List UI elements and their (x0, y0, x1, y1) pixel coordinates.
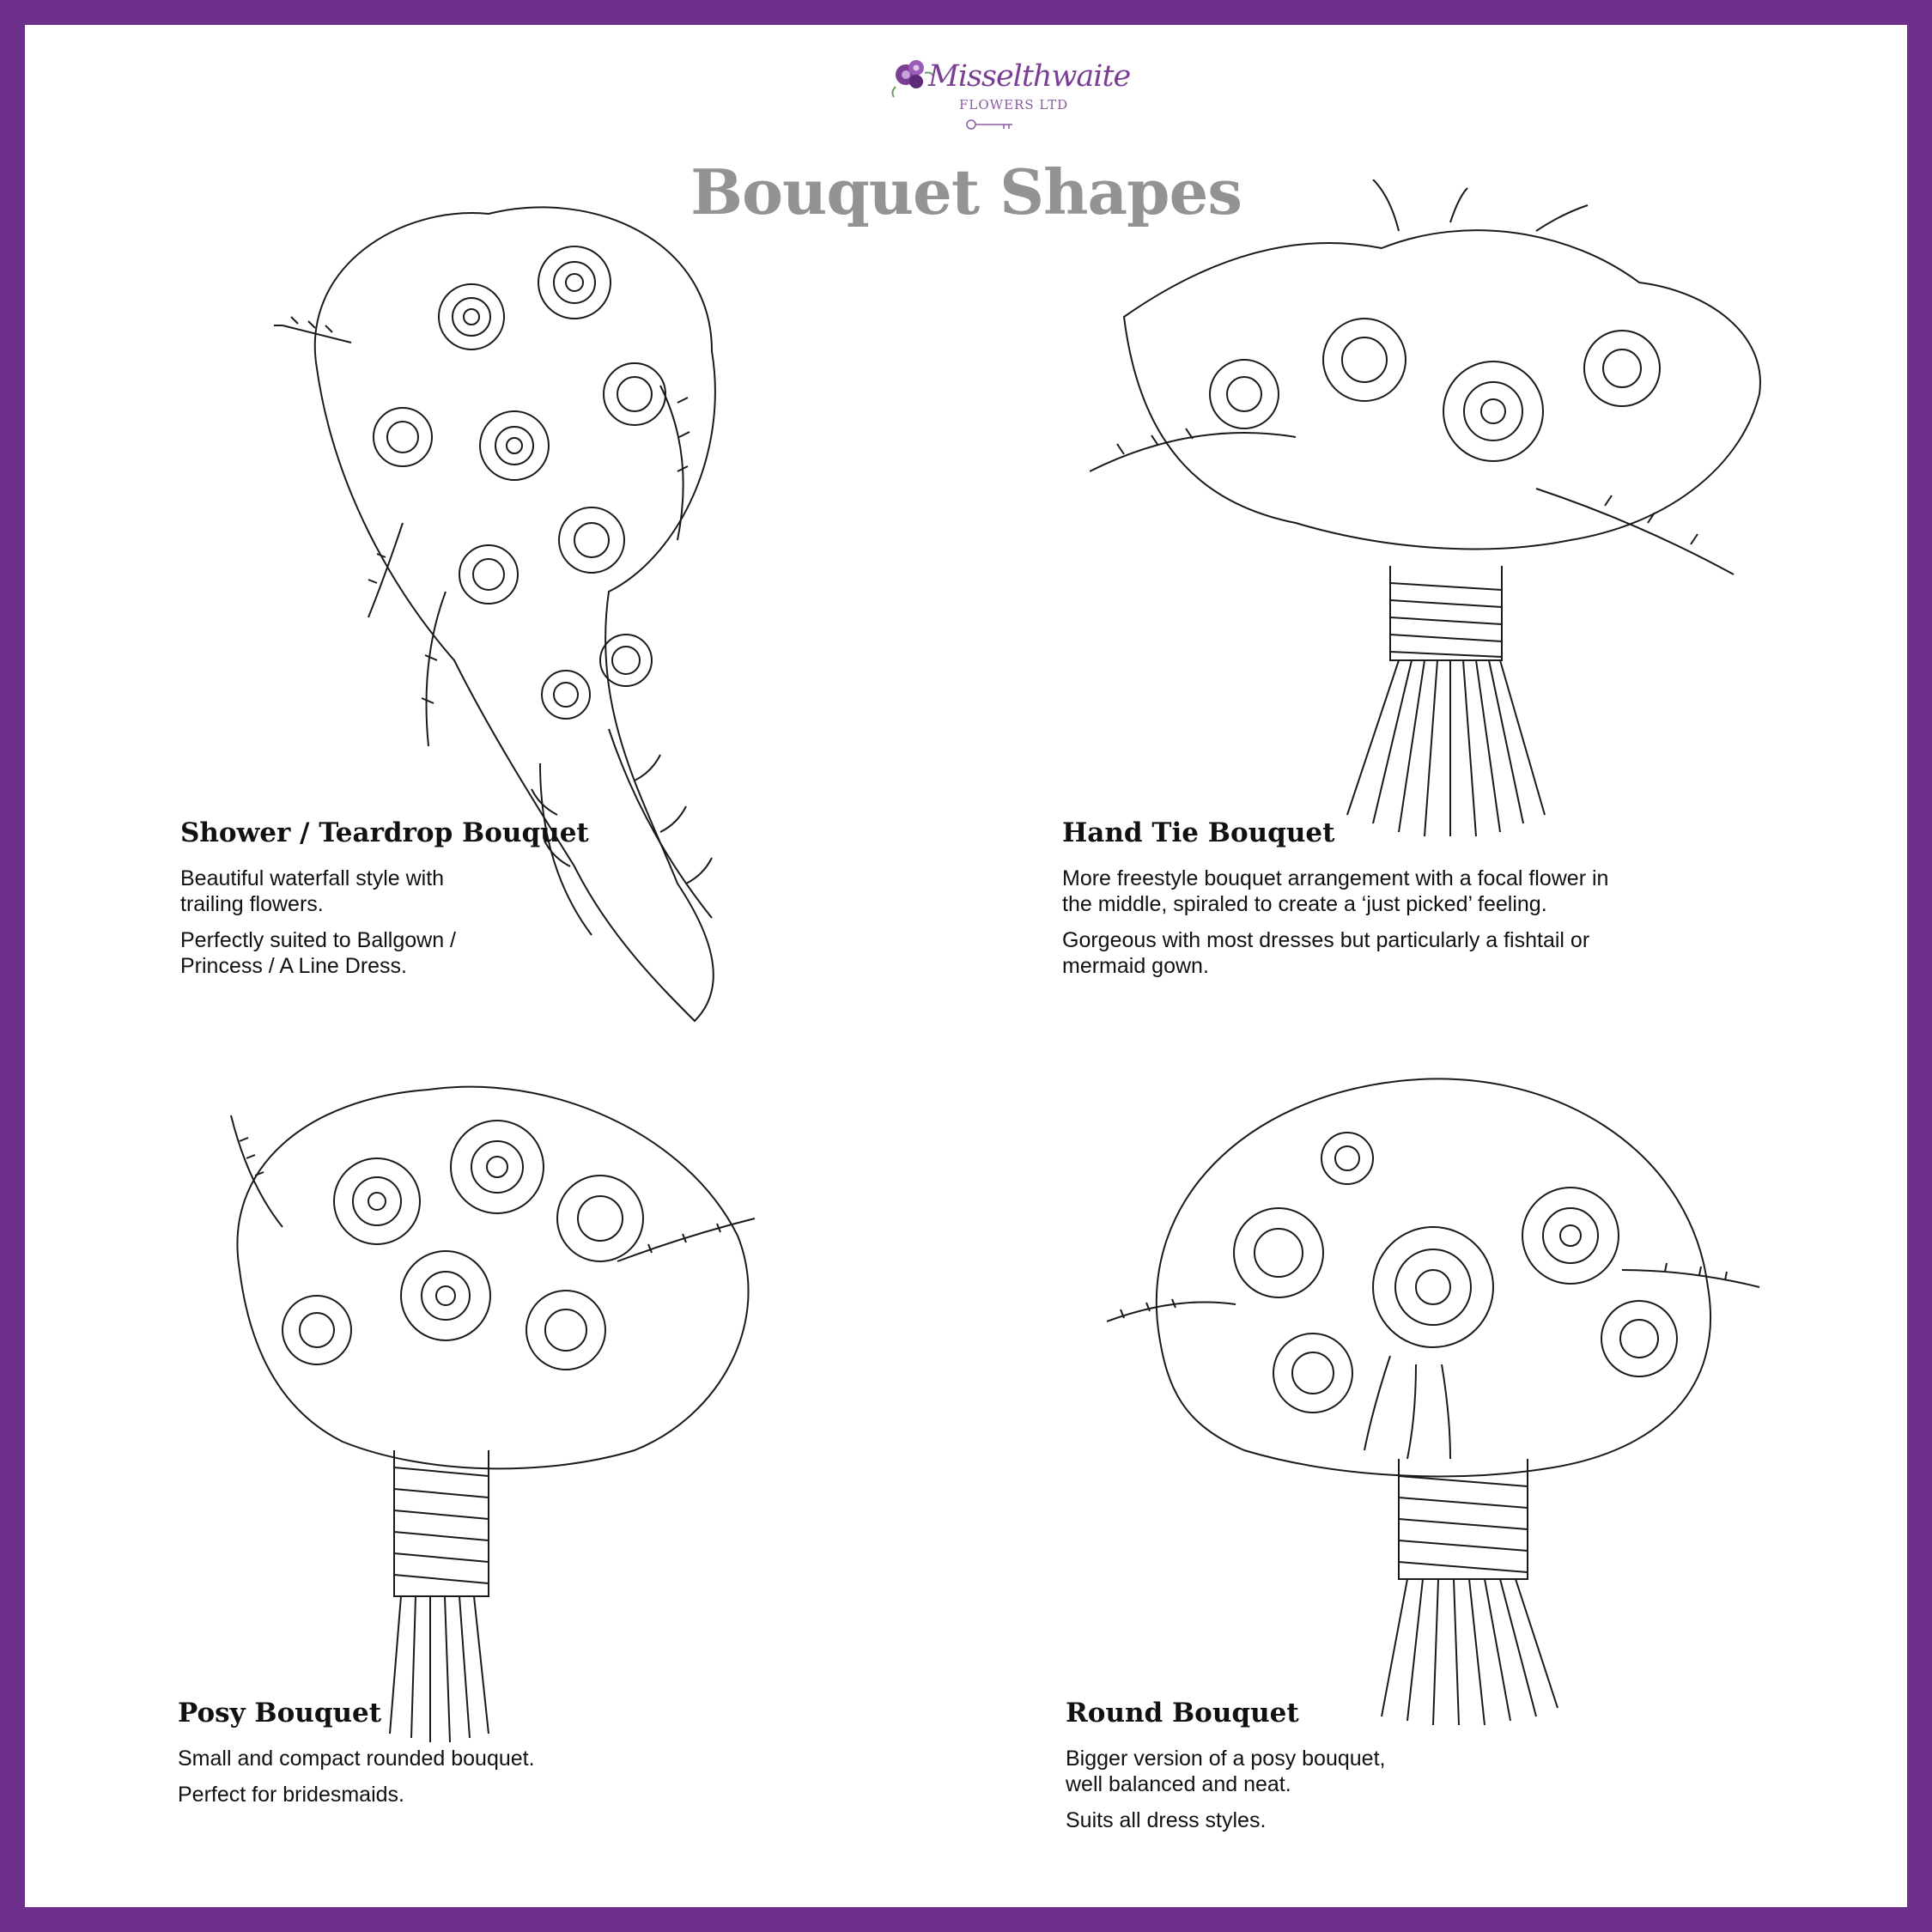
page-title: Bouquet Shapes (690, 155, 1242, 229)
shower-bouquet-dress-note: Perfectly suited to Ballgown / Princess / A Line Dress. (180, 928, 456, 978)
posy-bouquet-illustration (205, 1047, 789, 1751)
brand-logo (887, 49, 1131, 143)
shower-bouquet-description: Beautiful waterfall style with trailing flowers. (180, 866, 445, 916)
posy-bouquet-description: Small and compact rounded bouquet. (178, 1747, 535, 1771)
round-bouquet-title: Round Bouquet (1066, 1698, 1299, 1728)
round-bouquet-card (1066, 1698, 1718, 1844)
key-ornament-icon (964, 118, 1016, 131)
hand-tie-bouquet-title: Hand Tie Bouquet (1062, 817, 1335, 848)
round-bouquet-dress-note: Suits all dress styles. (1066, 1808, 1267, 1832)
logo-subtitle: FLOWERS LTD (959, 97, 1069, 112)
round-bouquet-description: Bigger version of a posy bouquet, well balanced and neat. (1066, 1747, 1386, 1796)
shower-bouquet-title: Shower / Teardrop Bouquet (180, 817, 589, 848)
logo-script-text: Misselthwaite (928, 59, 1131, 94)
round-bouquet-illustration (1107, 1047, 1768, 1734)
shower-bouquet-card (180, 817, 833, 989)
posy-bouquet-title: Posy Bouquet (178, 1698, 382, 1728)
hand-tie-bouquet-card (1062, 817, 1715, 989)
posy-bouquet-use-note: Perfect for bridesmaids. (178, 1783, 404, 1807)
hand-tie-bouquet-description: More freestyle bouquet arrangement with a focal flower in the middle, spiraled to create a ‘just picked’ feeling. (1062, 866, 1609, 916)
flyer-page (25, 25, 1907, 1907)
posy-bouquet-card (178, 1698, 830, 1818)
hand-tie-bouquet-illustration (1090, 179, 1794, 849)
hand-tie-bouquet-dress-note: Gorgeous with most dresses but particularly a fishtail or mermaid gown. (1062, 928, 1590, 978)
